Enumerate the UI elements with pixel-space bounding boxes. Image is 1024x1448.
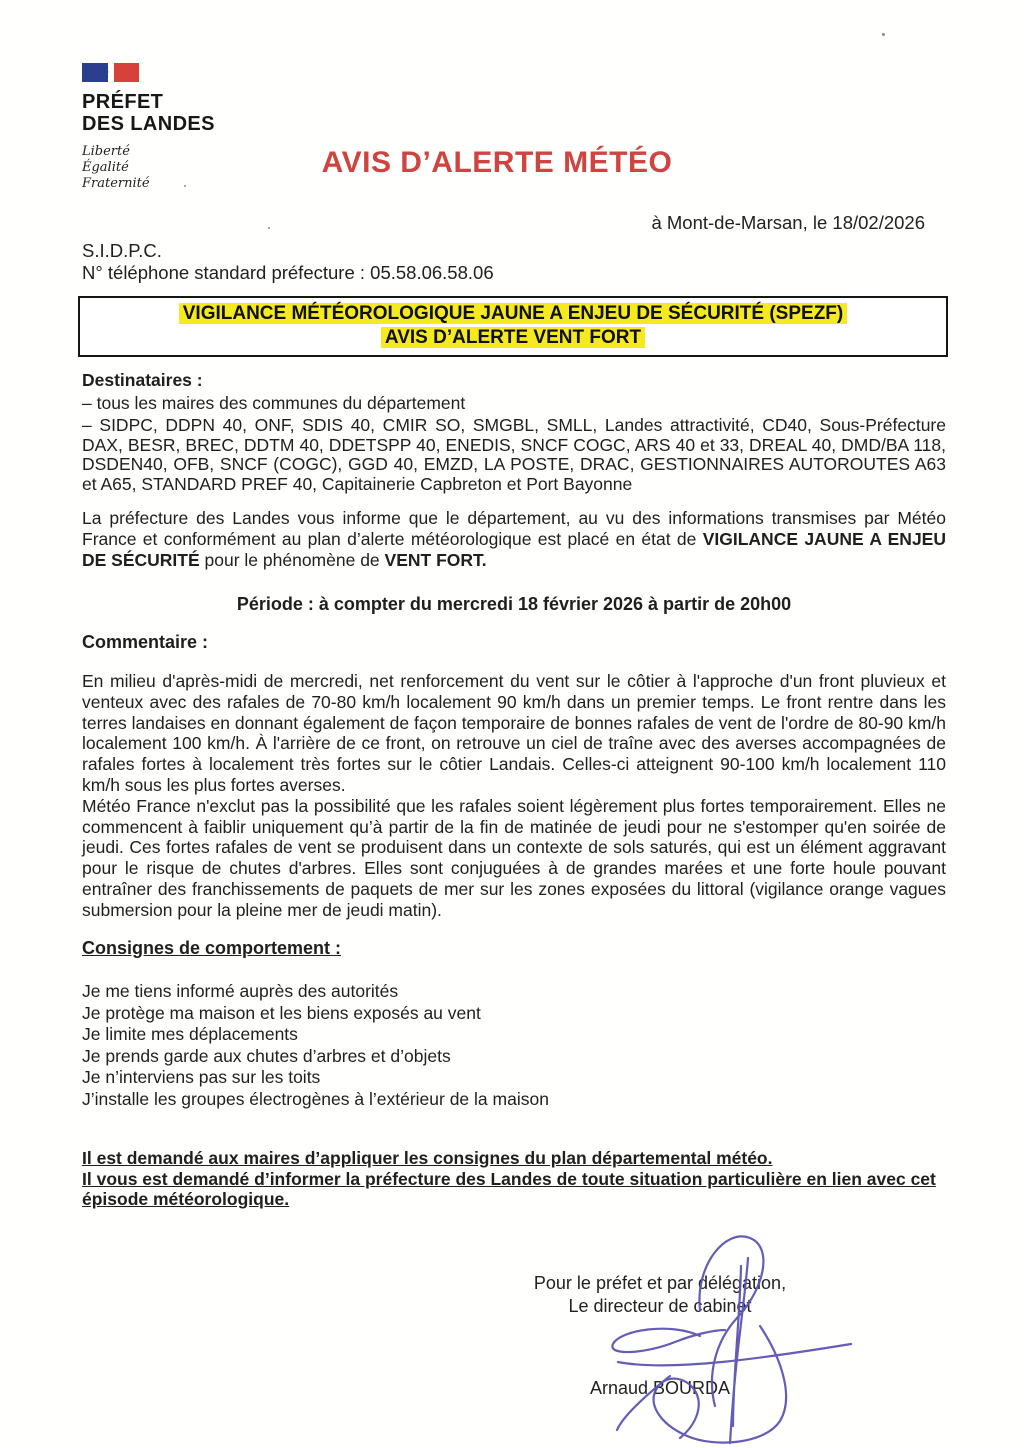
comment-body (82, 671, 946, 921)
recipients-line2: – SIDPC, DDPN 40, ONF, SDIS 40, CMIR SO, SMGBL, SMLL, Landes attractivité, CD40, Sous-Préfecture DAX, BESR, BREC, DDTM 40, DDETSPP 40, ENEDIS, SNCF COGC, ARS 40 et 33, DREAL 40, DMD/BA 118, DSDEN40, OFB, SNCF (COGC), GGD 40, EMZD, LA POSTE, DRAC, GESTIONNAIRES AUTOROUTES A63 et A65, STANDARD PREF 40, Capitainerie Capbreton et Port Bayonne (82, 415, 946, 494)
recipients-section (82, 370, 946, 494)
signature-role-line: Le directeur de cabinet (568, 1296, 752, 1316)
alert-banner-line2 (80, 326, 946, 350)
marianne-icon (96, 66, 110, 80)
recipients-label: Destinataires : (82, 370, 203, 390)
instruction-item: J’installe les groupes électrogènes à l’extérieur de la maison (82, 1088, 549, 1109)
french-flag-icon (82, 63, 332, 83)
instructions-list (82, 981, 946, 1110)
alert-banner-line1-text: VIGILANCE MÉTÉOROLOGIQUE JAUNE A ENJEU DE SÉCURITÉ (SPEZF) (179, 303, 848, 324)
instruction-item: Je limite mes déplacements (82, 1024, 298, 1044)
instruction-item: Je me tiens informé auprès des autorités (82, 981, 399, 1001)
agency-name (82, 91, 332, 135)
mandate-line-1: Il est demandé aux maires d’appliquer les consignes du plan départemental météo. (82, 1148, 773, 1168)
agency-name-line1: PRÉFET (82, 91, 164, 113)
motto-liberte: Liberté (82, 144, 130, 159)
motto-fraternite: Fraternité (82, 176, 150, 191)
mayor-mandates (82, 1148, 948, 1210)
instruction-item: Je protège ma maison et les biens exposés au vent (82, 1002, 481, 1023)
phone-line: N° téléphone standard préfecture : 05.58.06.58.06 (82, 262, 494, 283)
intro-bold-vigilance: VIGILANCE JAUNE A ENJEU DE SÉCURITÉ (82, 529, 946, 570)
recipients-line1: – tous les maires des communes du département (82, 393, 466, 413)
alert-banner-line2-text: AVIS D’ALERTE VENT FORT (381, 327, 645, 348)
signature-delegation-line: Pour le préfet et par délégation, (533, 1273, 787, 1293)
agency-name-line2: DES LANDES (82, 113, 215, 135)
period-line: Période : à compter du mercredi 18 février 2026 à partir de 20h00 (236, 594, 792, 614)
intro-bold-vent-fort: VENT FORT. (384, 550, 487, 570)
scan-speck (268, 227, 270, 229)
comment-label: Commentaire : (82, 632, 209, 652)
flag-red-band (114, 63, 139, 82)
document-title: AVIS D’ALERTE MÉTÉO (321, 146, 673, 179)
intro-part1: La préfecture des Landes vous informe que le département, au vu des informations transmises par Météo France et conformément au plan d’alerte météorologique est placé en état de (82, 508, 946, 549)
mandate-line-2: Il vous est demandé d’informer la préfecture des Landes de toute situation particulière en lien avec cet épisode météorologique. (82, 1168, 936, 1209)
signatory-name: Arnaud BOURDA (589, 1378, 731, 1398)
scan-speck (882, 33, 885, 36)
dateline: à Mont-de-Marsan, le 18/02/2026 (651, 212, 925, 233)
instructions-label: Consignes de comportement : (82, 938, 342, 958)
instruction-item: Je prends garde aux chutes d’arbres et d’objets (82, 1045, 451, 1066)
scan-speck (184, 185, 186, 187)
motto-egalite: Égalité (82, 160, 129, 175)
comment-paragraph-1: En milieu d'après-midi de mercredi, net renforcement du vent sur le côtier à l'approche d'un front pluvieux et venteux avec des rafales de 70-80 km/h localement 90 km/h dans un premier temps. Le front rentre dans les terres landaises en donnant également de façon temporaire de bonnes rafales de vent de l'ordre de 80-90 km/h localement 100 km/h. À l'arrière de ce front, on retrouve un ciel de traîne avec des averses accompagnées de rafales fortes à localement très fortes sur le côtier Landais. Celles-ci atteignent 90-100 km/h localement 110 km/h sous les plus fortes averses. (82, 671, 946, 795)
intro-part2: pour le phénomène de (199, 550, 385, 570)
intro-paragraph (82, 508, 946, 571)
alert-banner-box (78, 296, 948, 357)
alert-banner-line1 (80, 302, 946, 326)
instruction-item: Je n’interviens pas sur les toits (82, 1067, 321, 1087)
handwritten-signature (575, 1226, 855, 1448)
comment-paragraph-2: Météo France n'exclut pas la possibilité que les rafales soient légèrement plus fortes temporairement. Elles ne commencent à faiblir uniquement qu’à partir de la fin de matinée de jeudi pour ne s'estomper qu'en soirée de jeudi. Ces fortes rafales de vent se produisent dans un contexte de sols saturés, qui est un élément aggravant pour le risque de chutes d'arbres. Elles sont conjuguées à de grandes marées et une forte houle pouvant entraîner des franchissements de paquets de mer sur les zones exposées du littoral (vigilance orange vagues submersion pour la pleine mer de jeudi matin). (82, 795, 946, 920)
service-name: S.I.D.P.C. (82, 240, 162, 261)
